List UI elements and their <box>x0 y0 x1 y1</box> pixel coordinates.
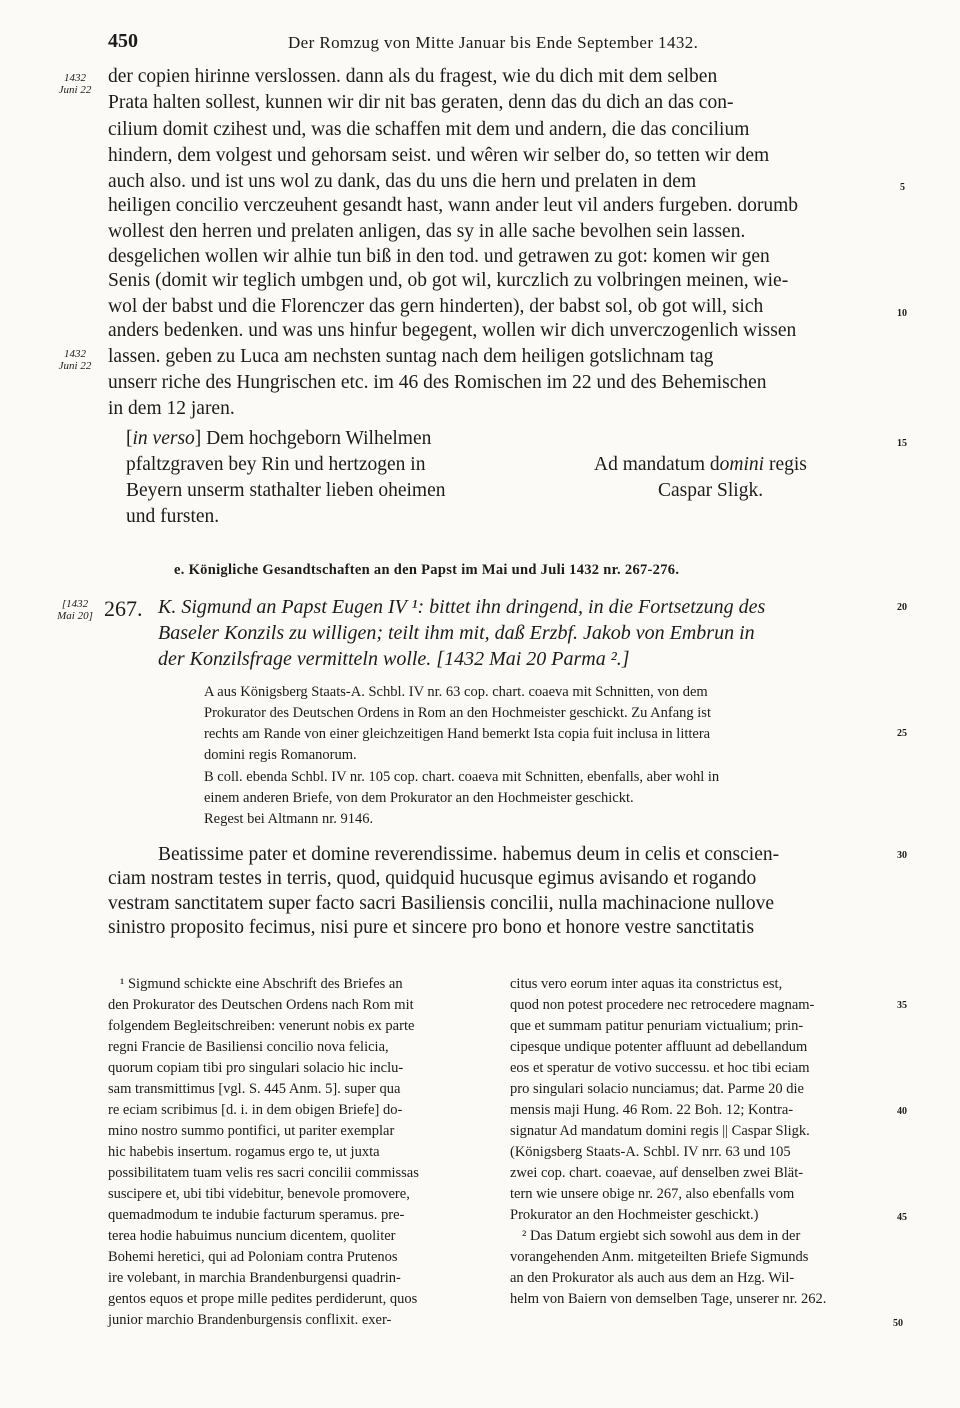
footnote-line: re eciam scribimus [d. i. in dem obigen Briefe] do- <box>108 1102 403 1118</box>
regest-line: der Konzilsfrage vermitteln wolle. [1432 Mai 20 Parma ².] <box>158 648 630 670</box>
footnote-line: gentos equos et prope mille pedites perdiderunt, quos <box>108 1291 418 1307</box>
footnote-line: sam transmittimus [vgl. S. 445 Anm. 5]. super qua <box>108 1081 401 1097</box>
source-line: A aus Königsberg Staats-A. Schbl. IV nr. 63 cop. chart. coaeva mit Schnitten, von dem <box>204 684 708 700</box>
footnote-line: den Prokurator des Deutschen Ordens nach Rom mit <box>108 997 414 1013</box>
source-line: Prokurator des Deutschen Ordens in Rom an den Hochmeister geschickt. Zu Anfang ist <box>204 705 711 721</box>
address-line: pfaltzgraven bey Rin und hertzogen in <box>126 454 426 475</box>
footnote-line: Prokurator an den Hochmeister geschickt.) <box>510 1207 759 1223</box>
text-line: anders bedenken. und was uns hinfur begegent, wollen wir dich unverczogenlich wissen <box>108 320 797 341</box>
footnote-line: hic habebis insertum. rogamus ergo te, ut juxta <box>108 1144 380 1160</box>
footnote-line: que et summam patitur penuriam victualium; prin- <box>510 1018 804 1034</box>
footnote-line: possibilitatem tuam velis res sacri concilii commissas <box>108 1165 419 1181</box>
footnote-line: citus vero eorum inter aquas ita constrictus est, <box>510 976 783 992</box>
text-line: lassen. geben zu Luca am nechsten suntag nach dem heiligen gotslichnam tag <box>108 346 714 367</box>
footnote-line: Bohemi heretici, qui ad Poloniam contra Prutenos <box>108 1249 398 1265</box>
text-line: vestram sanctitatem super facto sacri Basiliensis concilii, nulla machinacione nullove <box>108 893 775 914</box>
document-number: 267. <box>104 596 143 621</box>
text-line: desgelichen wollen wir alhie tun biß in den tod. und getrawen zu got: komen wir gen <box>108 246 770 267</box>
source-line: Regest bei Altmann nr. 9146. <box>204 811 374 827</box>
margin-date: [1432 Mai 20] <box>57 598 93 622</box>
text-line: Senis (domit wir teglich umbgen und, ob got wil, kurczlich zu volbringen meinen, wie- <box>108 270 789 291</box>
footnote-line: mensis maji Hung. 46 Rom. 22 Boh. 12; Kontra- <box>510 1102 794 1118</box>
line-number: 45 <box>897 1212 907 1223</box>
address-line: Beyern unserm stathalter lieben oheimen <box>126 480 446 501</box>
page-number: 450 <box>108 30 138 52</box>
source-line: B coll. ebenda Schbl. IV nr. 105 cop. chart. coaeva mit Schnitten, ebenfalls, aber wohl in <box>204 769 720 785</box>
text-line: hindern, dem volgest und gehorsam seist. und wêren wir selber do, so tetten wir dem <box>108 145 770 166</box>
footnote-line: cipesque undique potenter affluunt ad debellandum <box>510 1039 808 1055</box>
line-number: 50 <box>893 1318 903 1329</box>
text-line: wollest den herren und prelaten anligen, das sy in alle sache bevolhen sein lassen. <box>108 221 746 242</box>
section-heading: e. Königliche Gesandtschaften an den Papst im Mai und Juli 1432 nr. 267-276. <box>174 562 680 578</box>
line-number: 15 <box>897 438 907 449</box>
footnote-line: quorum copiam tibi pro singulari solacio hic inclu- <box>108 1060 404 1076</box>
footnote-line: terea hodie habuimus nuncium dicentem, quoliter <box>108 1228 396 1244</box>
text-line: cilium domit czihest und, was die schaffen mit dem und andern, die das concilium <box>108 119 750 140</box>
signature: Caspar Sligk. <box>658 480 764 501</box>
footnote-line: (Königsberg Staats-A. Schbl. IV nrr. 63 und 105 <box>510 1144 791 1160</box>
line-number: 20 <box>897 602 907 613</box>
footnote-line: ¹ Sigmund schickte eine Abschrift des Briefes an <box>120 976 403 992</box>
line-number: 35 <box>897 1000 907 1011</box>
footnote-line: regni Francie de Basiliensi concilio nova felicia, <box>108 1039 389 1055</box>
footnote-line: junior marchio Brandenburgensis conflixit. exer- <box>108 1312 392 1328</box>
footnote-line: quemadmodum te indubie facturum speramus. pre- <box>108 1207 405 1223</box>
regest-line: Baseler Konzils zu willigen; teilt ihm mit, daß Erzbf. Jakob von Embrun in <box>158 622 755 644</box>
text-line: der copien hirinne verslossen. dann als du fragest, wie du dich mit dem selben <box>108 66 718 87</box>
footnote-line: quod non potest procedere nec retrocedere magnam- <box>510 997 815 1013</box>
footnote-line: zwei cop. chart. coaevae, auf denselben zwei Blät- <box>510 1165 804 1181</box>
footnote-line: pro singulari solacio nunciamus; dat. Parme 20 die <box>510 1081 804 1097</box>
footnote-line: signatur Ad mandatum domini regis || Caspar Sligk. <box>510 1123 810 1139</box>
regest-line: K. Sigmund an Papst Eugen IV ¹: bittet ihn dringend, in die Fortsetzung des <box>158 596 766 618</box>
text-line: heiligen concilio verczeuhent gesandt hast, wann ander leut vil anders furgeben. dorumb <box>108 195 799 216</box>
footnote-line: mino nostro summo pontifici, ut pariter exemplar <box>108 1123 395 1139</box>
footnote-line: ² Das Datum ergiebt sich sowohl aus dem in der <box>522 1228 801 1244</box>
mandate-line: Ad mandatum domini regis <box>594 454 807 475</box>
address-line: [in verso] Dem hochgeborn Wilhelmen <box>126 428 432 449</box>
text-line: unserr riche des Hungrischen etc. im 46 des Romischen im 22 und des Behemischen <box>108 372 767 393</box>
line-number: 10 <box>897 308 907 319</box>
footnote-line: suscipere et, ubi tibi videbitur, benevole promovere, <box>108 1186 410 1202</box>
source-line: einem anderen Briefe, von dem Prokurator an den Hochmeister geschickt. <box>204 790 634 806</box>
margin-date: 1432 Juni 22 <box>58 348 92 372</box>
footnote-line: folgendem Begleitschreiben: venerunt nobis ex parte <box>108 1018 415 1034</box>
text-line: ciam nostram testes in terris, quod, quidquid hucusque egimus avisando et rogando <box>108 868 757 889</box>
line-number: 25 <box>897 728 907 739</box>
line-number: 40 <box>897 1106 907 1117</box>
text-line: Prata halten sollest, kunnen wir dir nit bas geraten, denn das du dich an das con- <box>108 92 734 113</box>
footnote-line: an den Prokurator als auch aus dem an Hzg. Wil- <box>510 1270 795 1286</box>
text-line: in dem 12 jaren. <box>108 398 235 419</box>
text-line: wol der babst und die Florenczer das gern hinderten), der babst sol, ob got will, sich <box>108 296 764 317</box>
text-line: auch also. und ist uns wol zu dank, das du uns die hern und prelaten in dem <box>108 171 697 192</box>
footnote-line: tern wie unsere obige nr. 267, also ebenfalls vom <box>510 1186 795 1202</box>
source-line: domini regis Romanorum. <box>204 747 357 763</box>
margin-date: 1432 Juni 22 <box>58 72 92 96</box>
text-line: sinistro proposito fecimus, nisi pure et sincere pro bono et honore vestre sanctitatis <box>108 917 755 938</box>
footnote-line: helm von Baiern von demselben Tage, unserer nr. 262. <box>510 1291 827 1307</box>
footnote-line: ire volebant, in marchia Brandenburgensi quadrin- <box>108 1270 401 1286</box>
footnote-line: eos et speratur de votivo successu. et hoc tibi eciam <box>510 1060 810 1076</box>
source-line: rechts am Rande von einer gleichzeitigen Hand bemerkt Ista copia fuit inclusa in littera <box>204 726 711 742</box>
text-line: Beatissime pater et domine reverendissime. habemus deum in celis et conscien- <box>158 844 780 865</box>
footnote-line: vorangehenden Anm. mitgeteilten Briefe Sigmunds <box>510 1249 809 1265</box>
line-number: 5 <box>900 182 905 193</box>
running-title: Der Romzug von Mitte Januar bis Ende September 1432. <box>288 33 699 52</box>
line-number: 30 <box>897 850 907 861</box>
address-line: und fursten. <box>126 506 220 527</box>
